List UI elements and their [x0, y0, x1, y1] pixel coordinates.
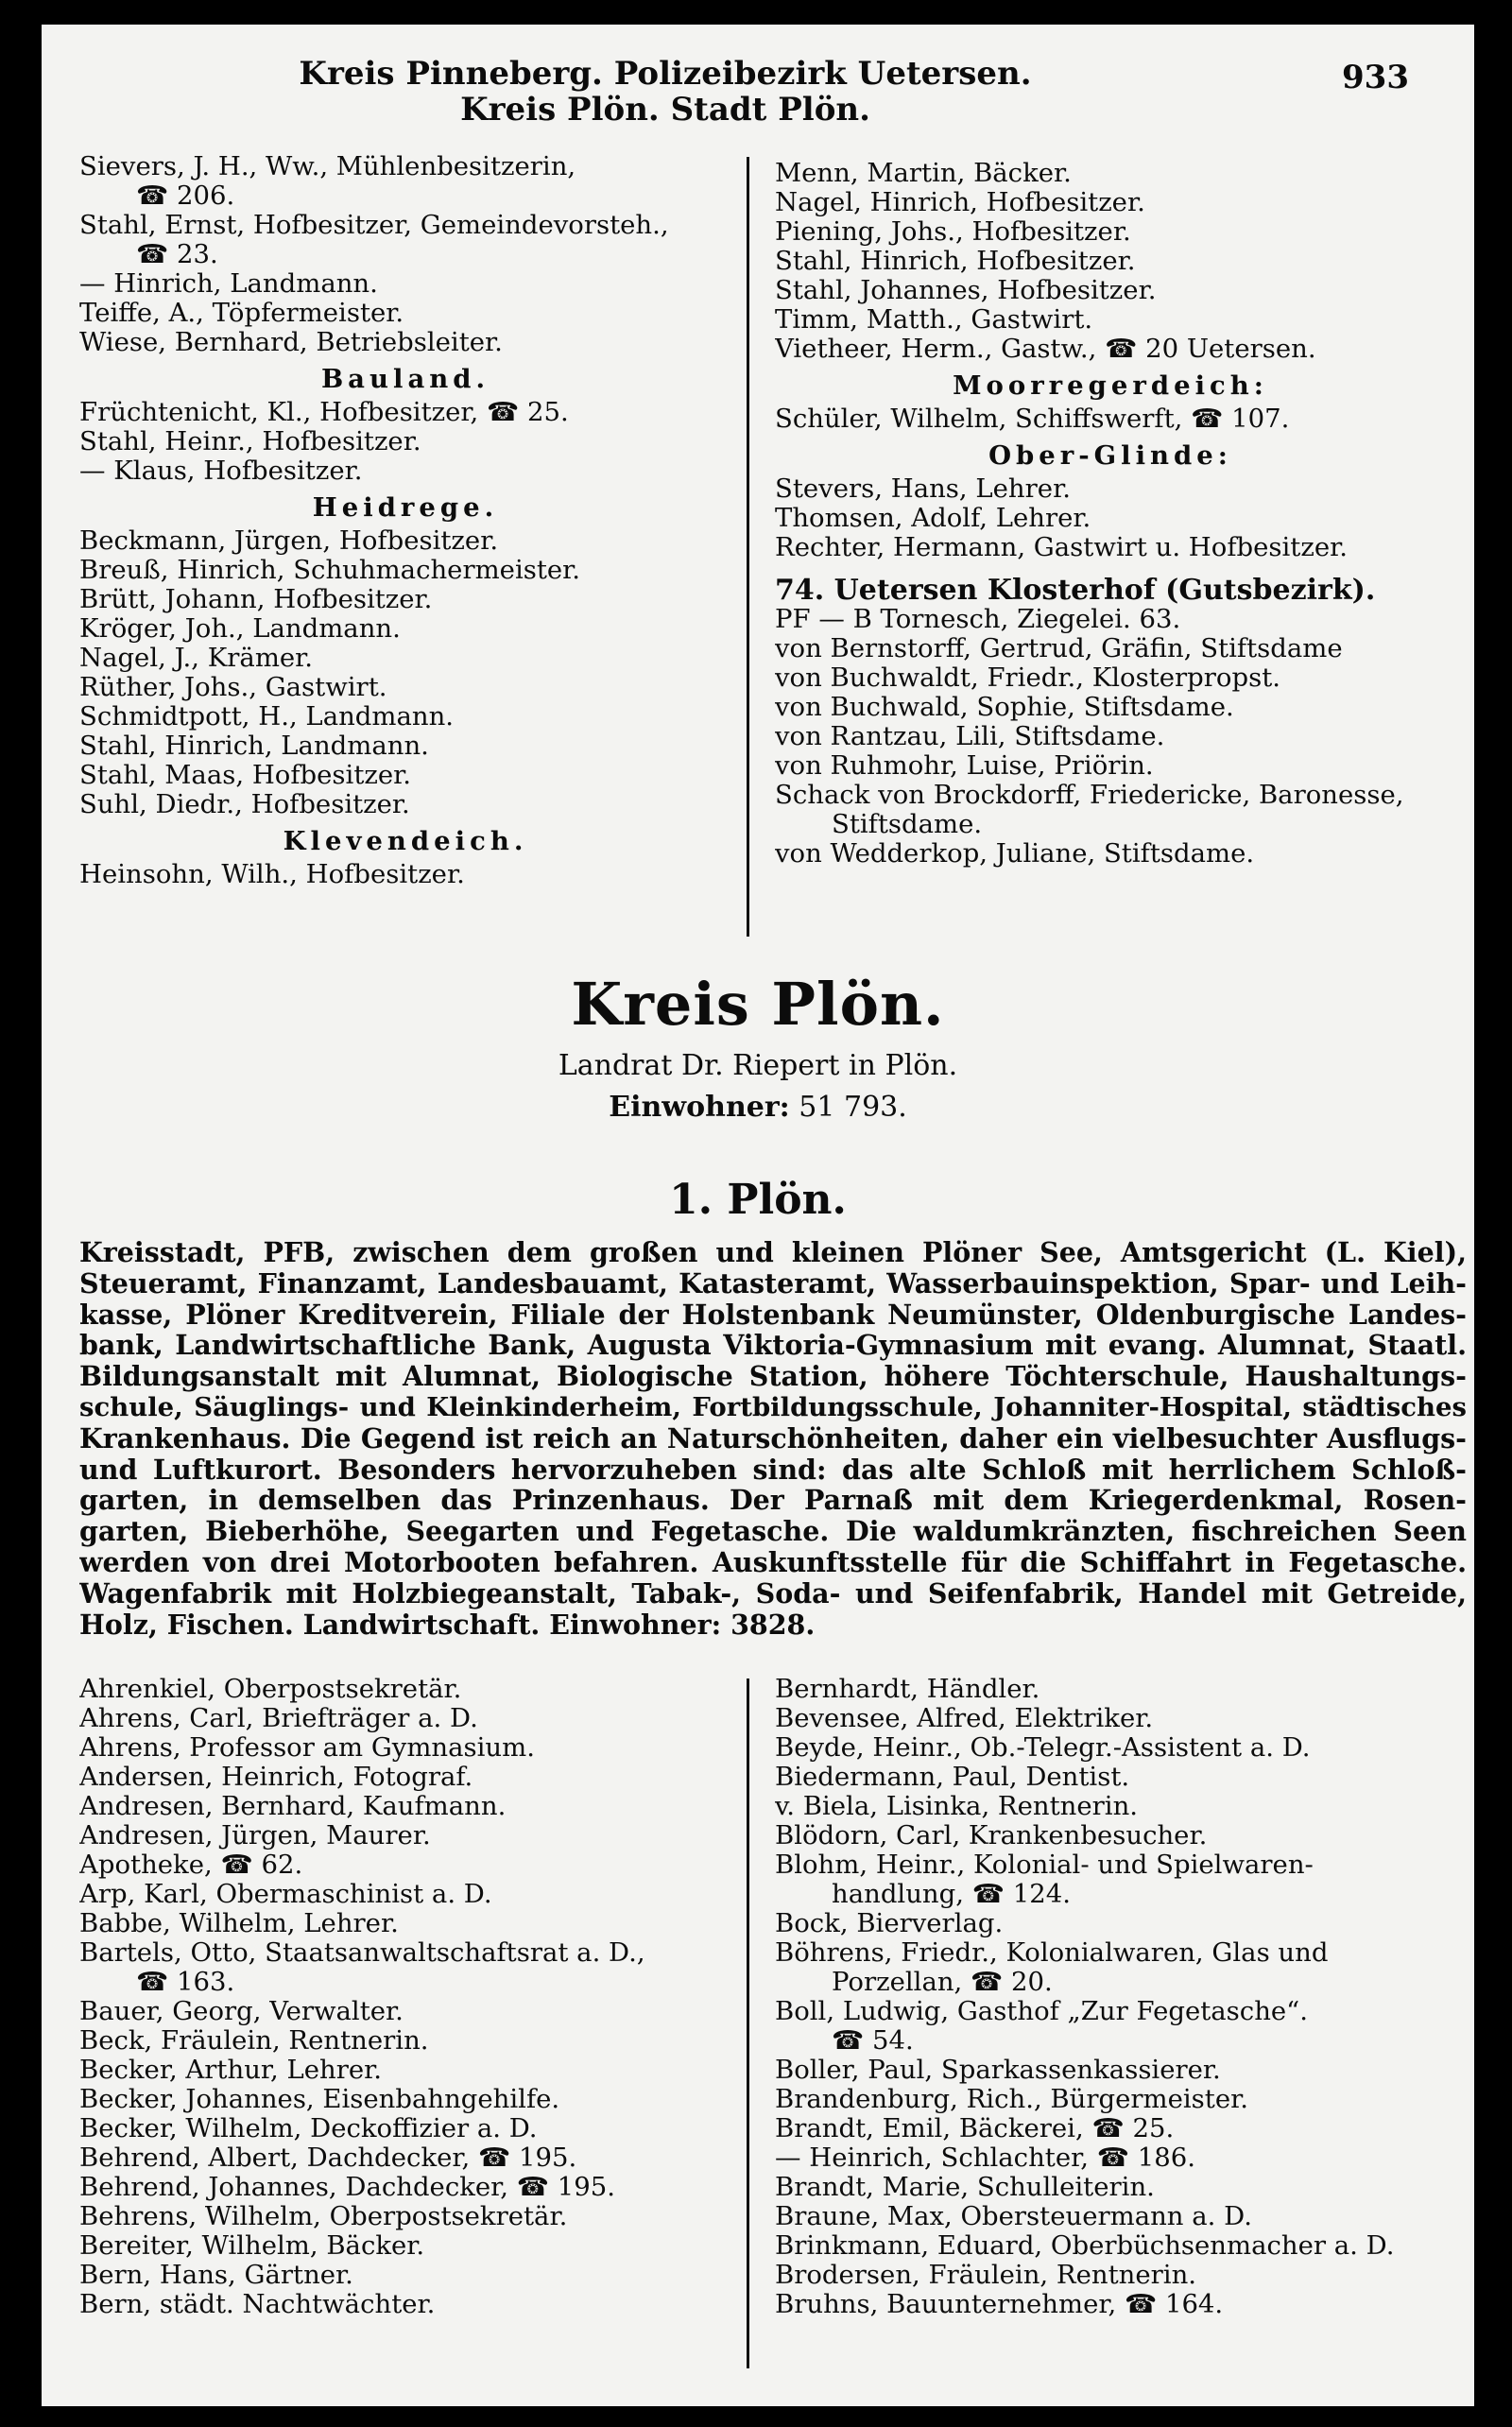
directory-entry: Andresen, Bernhard, Kaufmann. [79, 1792, 507, 1821]
directory-entry: Rechter, Hermann, Gastwirt u. Hofbesitzer. [775, 533, 1348, 562]
entry-continuation: handlung, ☎ 124. [832, 1880, 1071, 1909]
directory-entry: Arp, Karl, Obermaschinist a. D. [79, 1880, 492, 1909]
directory-entry: Früchtenicht, Kl., Hofbesitzer, ☎ 25. [79, 398, 569, 427]
entry-continuation: ☎ 23. [136, 240, 218, 269]
top-left-column [79, 152, 731, 889]
directory-entry: Becker, Johannes, Eisenbahngehilfe. [79, 2085, 560, 2114]
entry-continuation: ☎ 163. [136, 1968, 235, 1997]
directory-entry: Brütt, Johann, Hofbesitzer. [79, 585, 433, 614]
paragraph-line: Kreisstadt, PFB, zwischen dem großen und kleinen Plöner See, Amtsgericht (L. Kiel), [79, 1237, 1467, 1268]
locality-heading: Heidrege. [312, 493, 499, 523]
directory-entry: Stahl, Hinrich, Landmann. [79, 732, 429, 761]
column-divider-top [747, 157, 749, 937]
directory-page [42, 25, 1474, 2406]
directory-entry: Böhrens, Friedr., Kolonialwaren, Glas und [775, 1938, 1329, 1968]
directory-entry: Blohm, Heinr., Kolonial- und Spielwaren- [775, 1850, 1314, 1880]
directory-entry: Ahrenkiel, Oberpostsekretär. [79, 1675, 462, 1704]
directory-entry: Nagel, J., Krämer. [79, 644, 314, 673]
einwohner-line [42, 1091, 1474, 1124]
directory-entry: von Rantzau, Lili, Stiftsdame. [775, 722, 1165, 751]
directory-entry: Suhl, Diedr., Hofbesitzer. [79, 790, 410, 819]
directory-entry: Bruhns, Bauunternehmer, ☎ 164. [775, 2290, 1224, 2319]
directory-entry: Brinkmann, Eduard, Oberbüchsenmacher a. D. [775, 2231, 1395, 2261]
directory-entry: Schüler, Wilhelm, Schiffswerft, ☎ 107. [775, 404, 1290, 434]
directory-entry: Stahl, Hinrich, Hofbesitzer. [775, 247, 1136, 276]
directory-entry: von Wedderkop, Juliane, Stiftsdame. [775, 839, 1255, 869]
directory-entry: Stevers, Hans, Lehrer. [775, 474, 1071, 504]
locality-heading: Moorregerdeich: [953, 371, 1268, 401]
directory-entry: Bern, städt. Nachtwächter. [79, 2290, 436, 2319]
directory-entry: Beyde, Heinr., Ob.-Telegr.-Assistent a. D. [775, 1733, 1311, 1763]
directory-entry: Babbe, Wilhelm, Lehrer. [79, 1909, 399, 1938]
directory-entry: Stahl, Ernst, Hofbesitzer, Gemeindevorsteh., [79, 211, 669, 240]
directory-entry: Behrens, Wilhelm, Oberpostsekretär. [79, 2202, 568, 2231]
directory-entry: Kröger, Joh., Landmann. [79, 614, 401, 644]
directory-entry: Braune, Max, Obersteuermann a. D. [775, 2202, 1252, 2231]
directory-entry: Teiffe, A., Töpfermeister. [79, 299, 404, 328]
entry-continuation: Porzellan, ☎ 20. [832, 1968, 1053, 1997]
locality-heading: Klevendeich. [283, 827, 528, 856]
directory-entry: Stahl, Maas, Hofbesitzer. [79, 761, 412, 790]
paragraph-line: kasse, Plöner Kreditverein, Filiale der Holstenbank Neumünster, Oldenburgische Landes- [79, 1299, 1467, 1331]
directory-entry: von Ruhmohr, Luise, Priörin. [775, 751, 1154, 781]
paragraph-line: garten, in demselben das Prinzenhaus. Der Parnaß mit dem Kriegerdenkmal, Rosen- [79, 1485, 1467, 1517]
paragraph-line: werden von drei Motorbooten befahren. Auskunftsstelle für die Schiffahrt in Fegetasche. [79, 1546, 1467, 1578]
directory-entry: PF — B Tornesch, Ziegelei. 63. [775, 605, 1181, 634]
locality-heading: Bauland. [320, 365, 490, 394]
directory-entry: Behrend, Johannes, Dachdecker, ☎ 195. [79, 2173, 615, 2202]
directory-entry: Brandenburg, Rich., Bürgermeister. [775, 2085, 1248, 2114]
directory-entry: Blödorn, Carl, Krankenbesucher. [775, 1821, 1208, 1850]
directory-entry: Breuß, Hinrich, Schuhmachermeister. [79, 556, 581, 585]
kreis-title: Kreis Plön. [571, 970, 945, 1039]
directory-entry: Andresen, Jürgen, Maurer. [79, 1821, 431, 1850]
directory-entry: Piening, Johs., Hofbesitzer. [775, 217, 1131, 247]
entry-continuation: Stiftsdame. [832, 810, 983, 839]
directory-entry: Nagel, Hinrich, Hofbesitzer. [775, 188, 1145, 217]
bottom-right-column [775, 1675, 1446, 2319]
directory-entry: von Bernstorff, Gertrud, Gräfin, Stiftsdame [775, 634, 1343, 663]
directory-entry: Stahl, Johannes, Hofbesitzer. [775, 276, 1157, 305]
column-divider-bottom [747, 1678, 749, 2368]
paragraph-line: und Luftkurort. Besonders hervorzuheben sind: das alte Schloß mit herrlichem Schloß- [79, 1454, 1467, 1486]
paragraph-line: Wagenfabrik mit Holzbiegeanstalt, Tabak-, Soda- und Seifenfabrik, Handel mit Getreide, [79, 1577, 1467, 1609]
directory-entry: Rüther, Johs., Gastwirt. [79, 673, 387, 702]
directory-entry: Bern, Hans, Gärtner. [79, 2261, 353, 2290]
directory-entry: Beckmann, Jürgen, Hofbesitzer. [79, 526, 499, 556]
directory-entry: Heinsohn, Wilh., Hofbesitzer. [79, 860, 465, 889]
directory-entry: Bernhardt, Händler. [775, 1675, 1040, 1704]
directory-entry: Brandt, Marie, Schulleiterin. [775, 2173, 1155, 2202]
directory-entry: Brodersen, Fräulein, Rentnerin. [775, 2261, 1197, 2290]
entry-continuation: ☎ 206. [136, 181, 235, 211]
directory-entry: Boller, Paul, Sparkassenkassierer. [775, 2056, 1221, 2085]
town-description [79, 1237, 1467, 1640]
directory-entry: — Hinrich, Landmann. [79, 269, 378, 299]
directory-entry: Stahl, Heinr., Hofbesitzer. [79, 427, 421, 456]
directory-entry: Behrend, Albert, Dachdecker, ☎ 195. [79, 2143, 577, 2173]
directory-entry: Vietheer, Herm., Gastw., ☎ 20 Uetersen. [775, 335, 1316, 364]
district-heading: 74. Uetersen Klosterhof (Gutsbezirk). [775, 576, 1376, 605]
directory-entry: von Buchwaldt, Friedr., Klosterpropst. [775, 663, 1280, 693]
directory-entry: Bauer, Georg, Verwalter. [79, 1997, 404, 2026]
directory-entry: Menn, Martin, Bäcker. [775, 159, 1072, 188]
directory-entry: Bevensee, Alfred, Elektriker. [775, 1704, 1154, 1733]
top-right-column [775, 159, 1446, 869]
paragraph-line: Bildungsanstalt mit Alumnat, Biologische Station, höhere Töchterschule, Haushaltungs- [79, 1361, 1467, 1392]
running-header-line2: Kreis Plön. Stadt Plön. [460, 91, 870, 129]
directory-entry: Beck, Fräulein, Rentnerin. [79, 2026, 429, 2056]
bottom-left-column [79, 1675, 731, 2319]
landrat-line: Landrat Dr. Riepert in Plön. [558, 1049, 958, 1082]
paragraph-line: Krankenhaus. Die Gegend ist reich an Naturschönheiten, daher ein vielbesuchter Ausflugs- [79, 1422, 1467, 1454]
directory-entry: Schack von Brockdorff, Friedericke, Baronesse, [775, 781, 1404, 810]
paragraph-line: bank, Landwirtschaftliche Bank, Augusta Viktoria-Gymnasium mit evang. Alumnat, Staatl. [79, 1330, 1467, 1362]
einwohner-label: Einwohner: [609, 1091, 790, 1124]
directory-entry: Bereiter, Wilhelm, Bäcker. [79, 2231, 425, 2261]
directory-entry: — Klaus, Hofbesitzer. [79, 456, 363, 486]
directory-entry: — Heinrich, Schlachter, ☎ 186. [775, 2143, 1195, 2173]
entry-continuation: ☎ 54. [832, 2026, 914, 2056]
directory-entry: von Buchwald, Sophie, Stiftsdame. [775, 693, 1234, 722]
directory-entry: Thomsen, Adolf, Lehrer. [775, 504, 1091, 533]
directory-entry: Biedermann, Paul, Dentist. [775, 1763, 1130, 1792]
directory-entry: Boll, Ludwig, Gasthof „Zur Fegetasche“. [775, 1997, 1308, 2026]
directory-entry: Wiese, Bernhard, Betriebsleiter. [79, 328, 503, 357]
directory-entry: Ahrens, Carl, Briefträger a. D. [79, 1704, 478, 1733]
directory-entry: Timm, Matth., Gastwirt. [775, 305, 1093, 335]
directory-entry: Andersen, Heinrich, Fotograf. [79, 1763, 473, 1792]
directory-entry: Sievers, J. H., Ww., Mühlenbesitzerin, [79, 152, 576, 181]
section-title: 1. Plön. [669, 1176, 847, 1224]
running-header-line1: Kreis Pinneberg. Polizeibezirk Uetersen. [299, 55, 1032, 93]
directory-entry: Brandt, Emil, Bäckerei, ☎ 25. [775, 2114, 1175, 2143]
page-number: 933 [1342, 59, 1409, 96]
paragraph-line: Holz, Fischen. Landwirtschaft. Einwohner: 3828. [79, 1609, 816, 1641]
directory-entry: Becker, Wilhelm, Deckoffizier a. D. [79, 2114, 538, 2143]
directory-entry: v. Biela, Lisinka, Rentnerin. [775, 1792, 1139, 1821]
directory-entry: Bartels, Otto, Staatsanwaltschaftsrat a. D., [79, 1938, 645, 1968]
paragraph-line: Steueramt, Finanzamt, Landesbauamt, Katasteramt, Wasserbauinspektion, Spar- und Leih- [79, 1267, 1467, 1300]
directory-entry: Bock, Bierverlag. [775, 1909, 1004, 1938]
directory-entry: Becker, Arthur, Lehrer. [79, 2056, 383, 2085]
directory-entry: Ahrens, Professor am Gymnasium. [79, 1733, 535, 1763]
directory-entry: Apotheke, ☎ 62. [79, 1850, 303, 1880]
locality-heading: Ober-Glinde: [988, 441, 1232, 471]
einwohner-value: 51 793. [799, 1091, 907, 1124]
paragraph-line: schule, Säuglings- und Kleinkinderheim, Fortbildungsschule, Johanniter-Hospital, städtisches [79, 1391, 1467, 1422]
directory-entry: Schmidtpott, H., Landmann. [79, 702, 455, 732]
paragraph-line: garten, Bieberhöhe, Seegarten und Fegetasche. Die waldumkränzten, fischreichen Seen [79, 1516, 1467, 1547]
